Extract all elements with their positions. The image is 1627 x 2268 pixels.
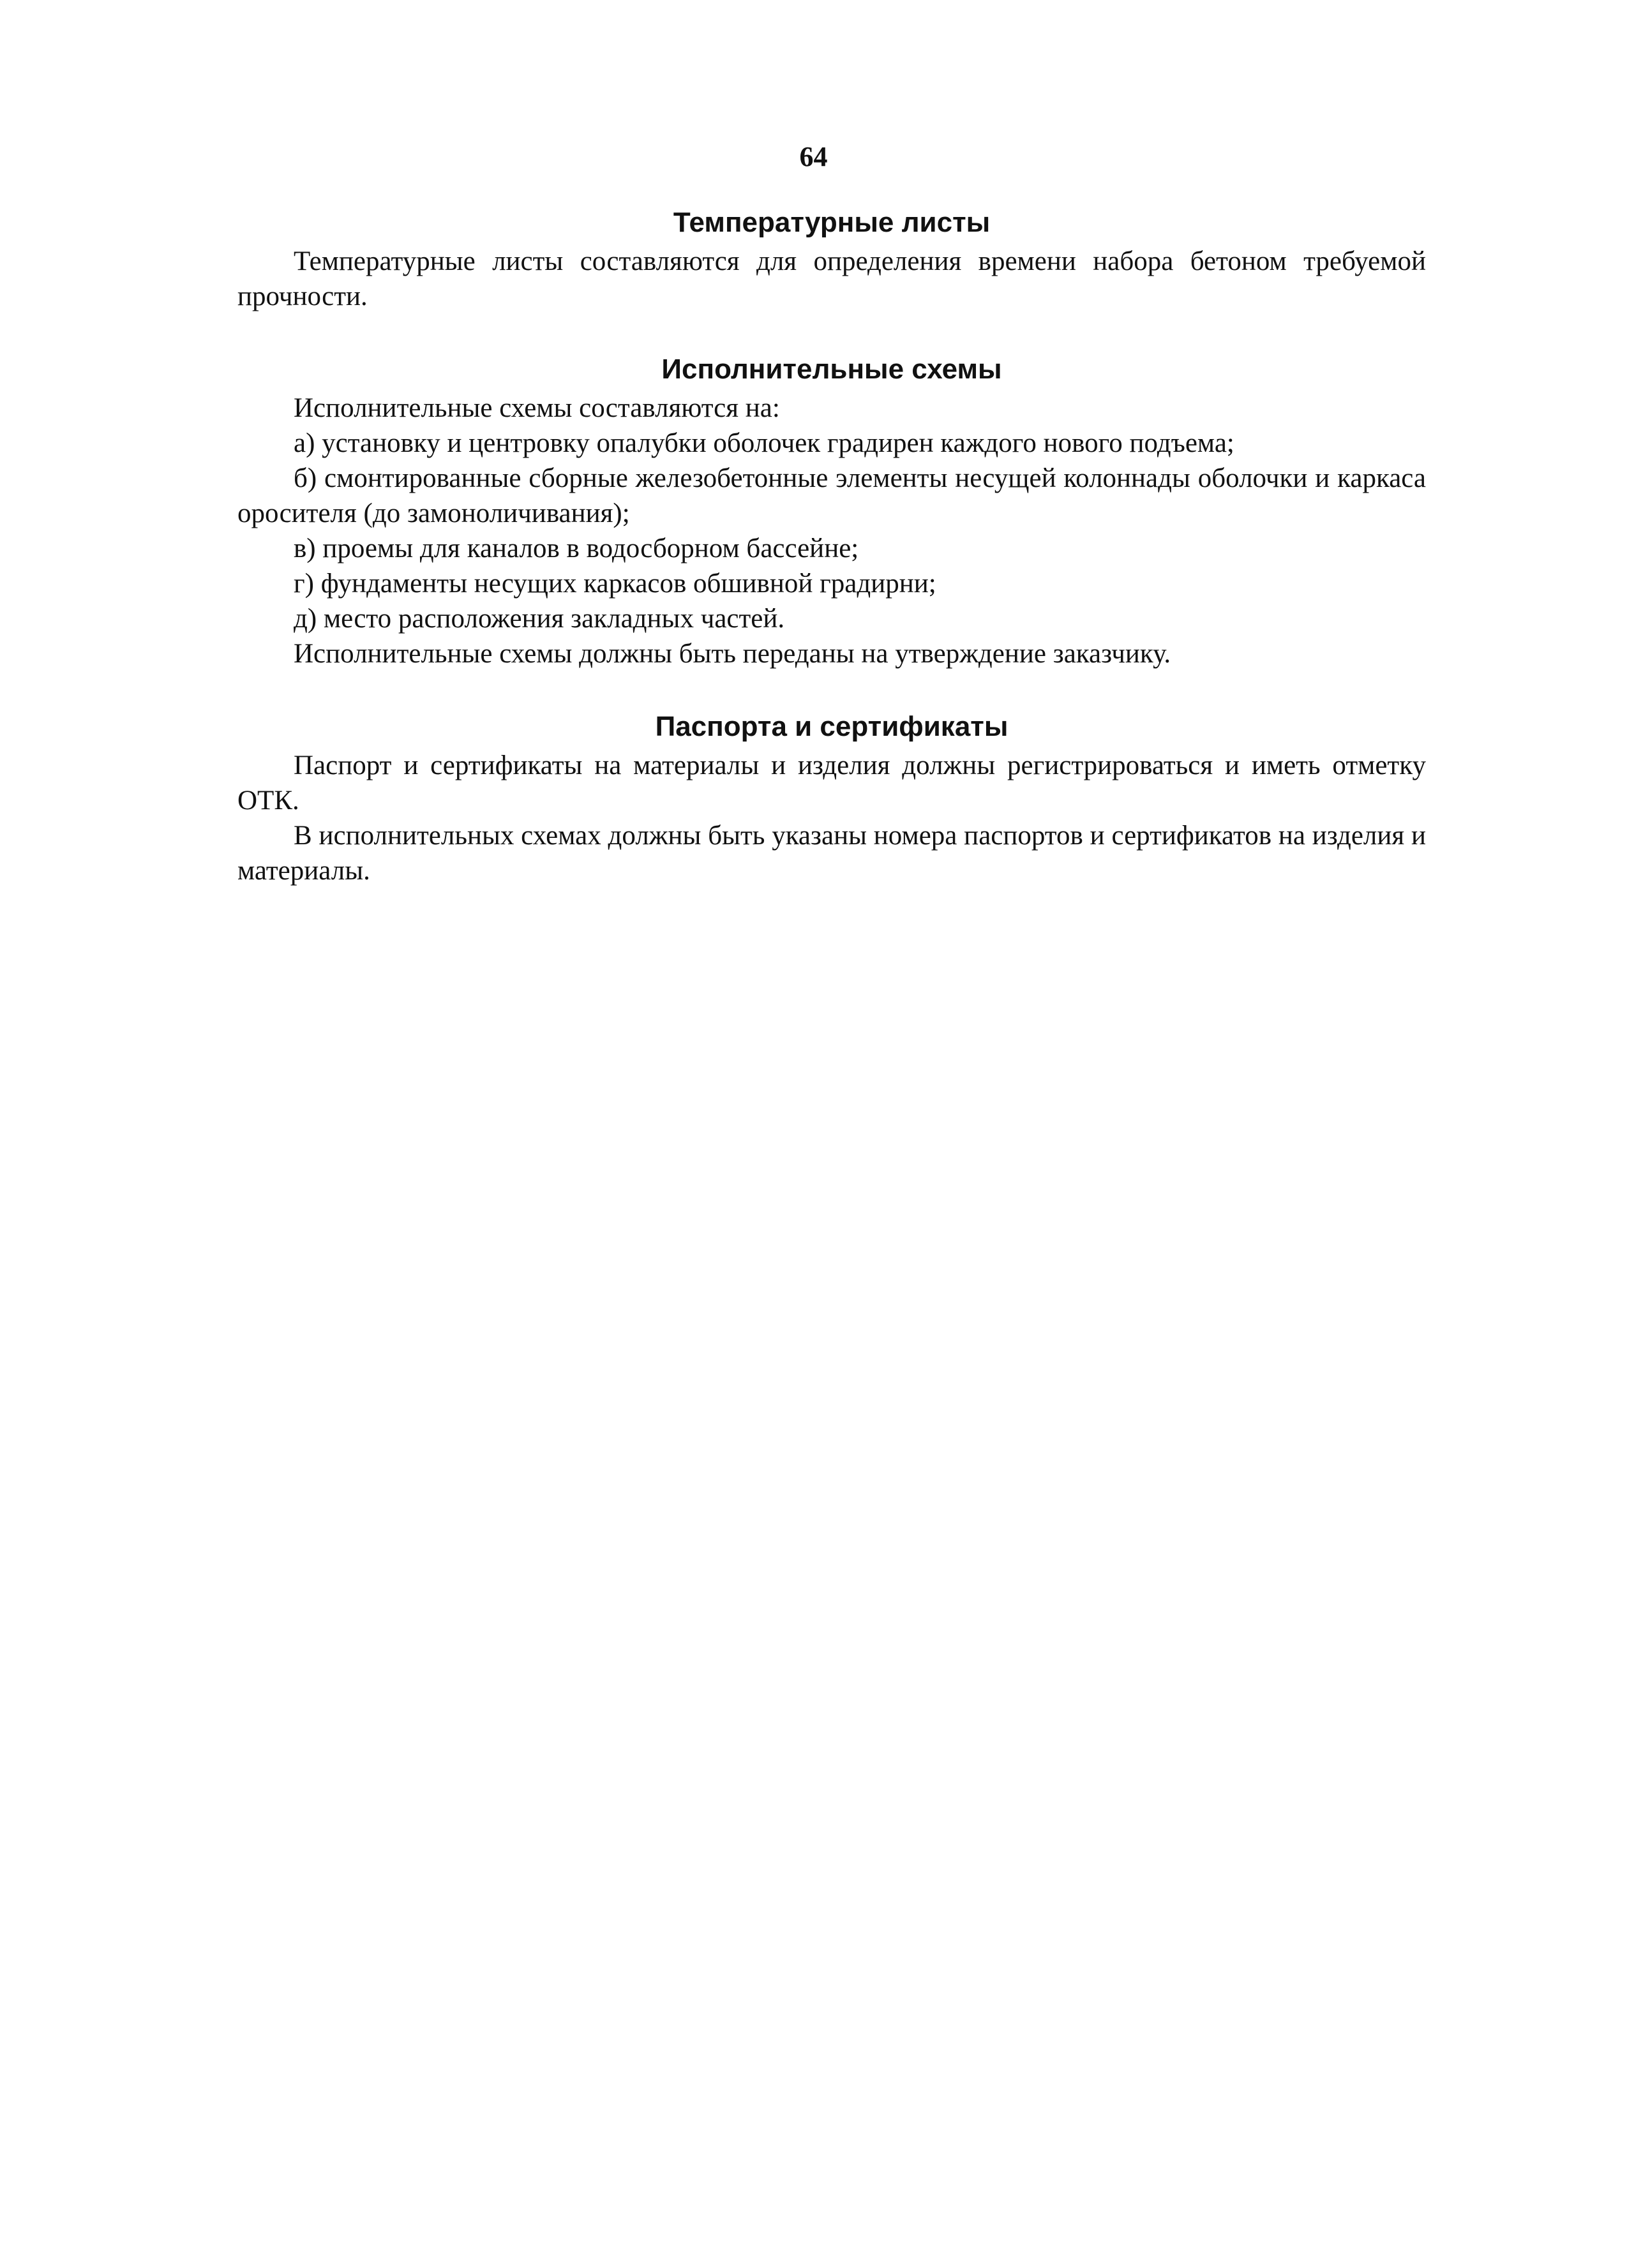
page-number: 64 <box>799 141 828 172</box>
list-item: в) проемы для каналов в водосборном бассейне; <box>294 533 859 563</box>
list-item: д) место расположения закладных частей. <box>294 604 785 634</box>
section-as-built-schemes <box>237 348 1426 671</box>
section-heading: Паспорта и сертификаты <box>655 711 1008 742</box>
section-heading: Исполнительные схемы <box>661 354 1002 385</box>
paragraph: Паспорт и сертификаты на материалы и изделия должны регистрироваться и иметь отметку ОТК. <box>237 750 1426 816</box>
section-heading: Температурные листы <box>673 207 991 238</box>
section-passports-certificates <box>237 706 1426 888</box>
list-item: г) фундаменты несущих каркасов обшивной градирни; <box>294 569 936 599</box>
paragraph: Исполнительные схемы должны быть переданы на утверждение заказчику. <box>294 639 1171 669</box>
paragraph: В исполнительных схемах должны быть указаны номера паспортов и сертификатов на изделия и материалы. <box>237 821 1426 886</box>
list-item: а) установку и центровку опалубки оболочек градирен каждого нового подъема; <box>294 428 1234 458</box>
document-body <box>237 202 1426 888</box>
list-item: б) смонтированные сборные железобетонные элементы несущей колоннады оболочки и каркаса оросителя (до замоноличивания); <box>237 463 1426 528</box>
section-temperature-sheets <box>237 202 1426 314</box>
paragraph: Температурные листы составляются для определения времени набора бетоном требуемой прочности. <box>237 246 1426 311</box>
paragraph: Исполнительные схемы составляются на: <box>294 393 780 423</box>
